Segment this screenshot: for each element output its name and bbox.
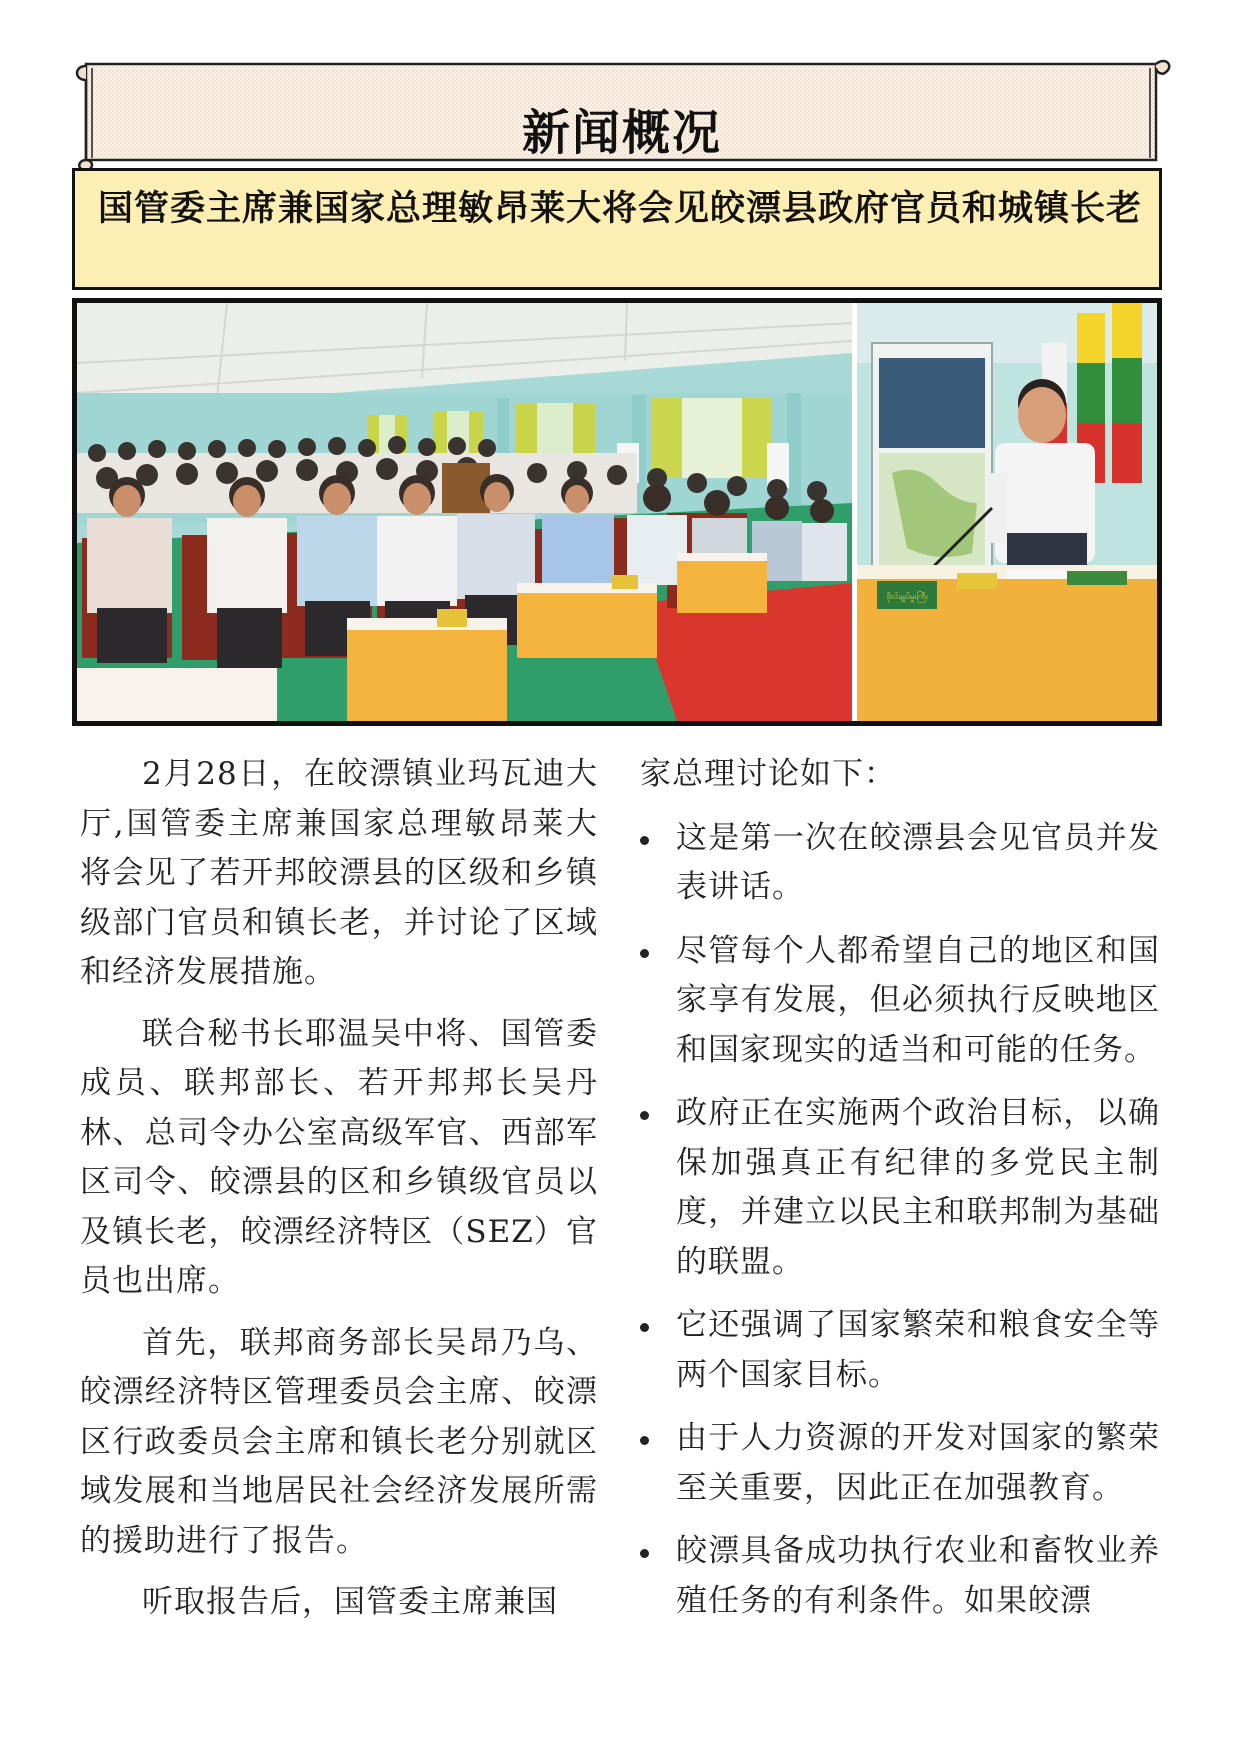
- article-left-column: [80, 750, 598, 1640]
- article-photo: [72, 298, 1162, 726]
- article-right-column: [640, 750, 1160, 1640]
- bullet-icon: [640, 1549, 649, 1558]
- article-paragraph: 听取报告后，国管委主席兼国: [142, 1584, 558, 1620]
- list-item-text: 这是第一次在皎漂县会见官员并发表讲话。: [676, 819, 1160, 905]
- list-item-text: 它还强调了国家繁荣和粮食安全等两个国家目标。: [676, 1307, 1160, 1393]
- meeting-photo-illustration: [77, 303, 1157, 721]
- article-paragraph: 首先，联邦商务部长吴昂乃乌、皎漂经济特区管理委员会主席、皎漂区行政委员会主席和镇长老分别就区域发展和当地居民社会经济发展所需的援助进行了报告。: [80, 1324, 598, 1559]
- list-item: [640, 927, 1160, 1076]
- list-item-text: 尽管每个人都希望自己的地区和国家享有发展，但必须执行反映地区和国家现实的适当和可能的任务。: [676, 932, 1160, 1068]
- list-item: [640, 1301, 1160, 1400]
- banner-title: 新闻概况: [521, 105, 722, 161]
- discussion-points-list: [640, 814, 1160, 1627]
- article-headline: 国管委主席兼国家总理敏昂莱大将会见皎漂县政府官员和城镇长老: [97, 189, 1142, 229]
- audience-photo-panel: [77, 303, 852, 721]
- list-item: [640, 1414, 1160, 1513]
- bullet-icon: [640, 1111, 649, 1120]
- news-overview-banner: [72, 58, 1172, 168]
- list-item: [640, 814, 1160, 913]
- bullet-icon: [640, 949, 649, 958]
- bullet-icon: [640, 1323, 649, 1332]
- list-item-text: 政府正在实施两个政治目标，以确保加强真正有纪律的多党民主制度，并建立以民主和联邦制为基础的联盟。: [676, 1095, 1160, 1280]
- article-paragraph-continued: 家总理讨论如下：: [640, 756, 896, 792]
- list-item-text: 由于人力资源的开发对国家的繁荣至关重要，因此正在加强教育。: [676, 1420, 1160, 1506]
- headline-box: [72, 168, 1162, 290]
- name-placard-text: ဗိုလ်ချုပ်မှူးကြီး: [886, 592, 928, 601]
- article-paragraph: 联合秘书长耶温吴中将、国管委成员、联邦部长、若开邦邦长吴丹林、总司令办公室高级军官、西部军区司令、皎漂县的区和乡镇级官员以及镇长老，皎漂经济特区（SEZ）官员也出席。: [80, 1015, 598, 1299]
- list-item-text: 皎漂具备成功执行农业和畜牧业养殖任务的有利条件。如果皎漂: [676, 1533, 1160, 1619]
- list-item: [640, 1089, 1160, 1287]
- bullet-icon: [640, 836, 649, 845]
- speaker-photo-panel: [857, 303, 1157, 721]
- list-item: [640, 1527, 1160, 1626]
- article-paragraph: 2月28日，在皎漂镇业玛瓦迪大厅,国管委主席兼国家总理敏昂莱大将会见了若开邦皎漂县的区级和乡镇级部门官员和镇长老，并讨论了区域和经济发展措施。: [80, 756, 598, 990]
- bullet-icon: [640, 1436, 649, 1445]
